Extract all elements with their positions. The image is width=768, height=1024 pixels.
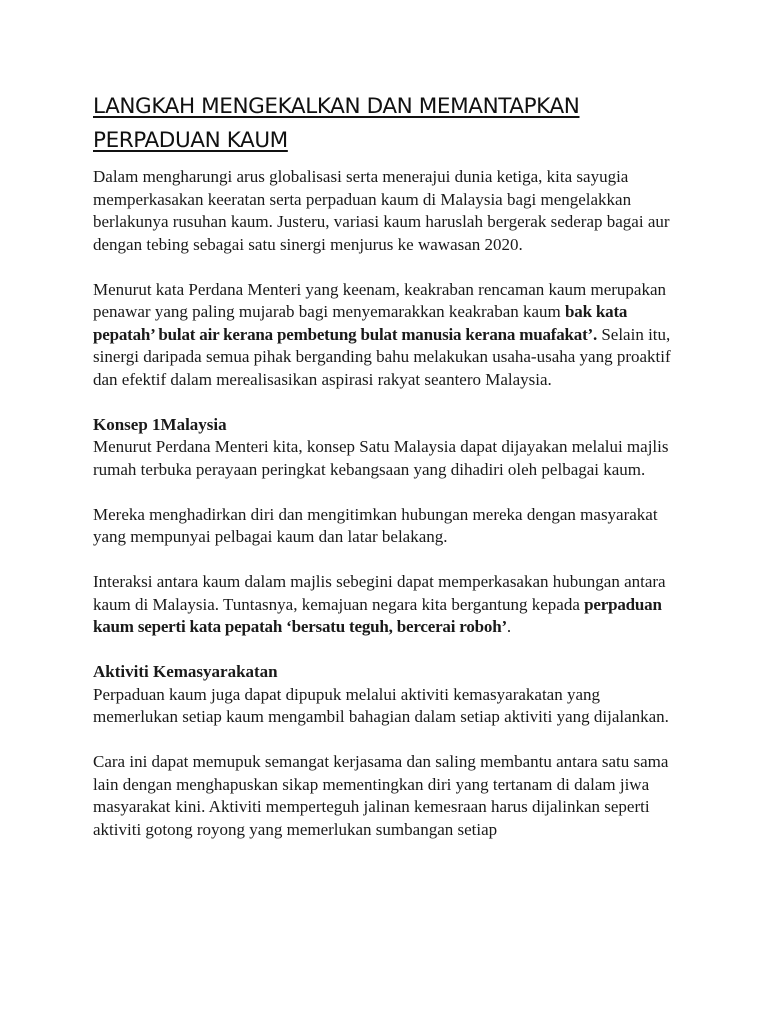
section1-paragraph-1: Menurut Perdana Menteri kita, konsep Satu Malaysia dapat dijayakan melalui majlis rumah terbuka perayaan peringkat kebangsaan yang dihadiri oleh pelbagai kaum. [93, 437, 669, 479]
section-heading-aktiviti: Aktiviti Kemasyarakatan [93, 662, 278, 681]
document-page [93, 90, 683, 864]
section-heading-konsep: Konsep 1Malaysia [93, 414, 227, 434]
intro-paragraph-2-text-end: Selain itu, sinergi daripada semua pihak berganding bahu melakukan usaha-usaha yang proaktif dan efektif dalam merealisasikan aspirasi rakyat seantero Malaysia. [93, 324, 671, 389]
intro-paragraph-2 [93, 279, 683, 392]
section1-paragraph-3-text-end: . [506, 617, 512, 636]
document-title [93, 90, 683, 158]
intro-paragraph-2-text-start: Menurut kata Perdana Menteri yang keenam, keakraban rencaman kaum merupakan penawar yang paling mujarab bagi menyemarakkan keakraban kaum [93, 279, 667, 321]
section-konsep-1malaysia [93, 414, 683, 639]
section-aktiviti-kemasyarakatan [93, 661, 683, 841]
intro-paragraph-1: Dalam mengharungi arus globalisasi serta menerajui dunia ketiga, kita sayugia memperkasakan keeratan serta perpaduan kaum di Malaysia bagi mengelakkan berlakunya rusuhan kaum. Justeru, variasi kaum haruslah bergerak sederap bagai aur dengan tebing sebagai satu sinergi menjurus ke wawasan 2020. [93, 167, 670, 254]
title-line-2: PERPADUAN KAUM [93, 128, 288, 153]
section1-paragraph-3-proverb: perpaduan kaum seperti kata pepatah ‘bersatu teguh, bercerai roboh’ [93, 594, 662, 636]
section2-paragraph-2: Cara ini dapat memupuk semangat kerjasama dan saling membantu antara satu sama lain dengan menghapuskan sikap mementingkan diri yang tertanam di dalam jiwa masyarakat kini. Aktiviti memperteguh jalinan kemesraan harus dijalinkan seperti aktiviti gotong royong yang memerlukan sumbangan setiap [93, 752, 669, 839]
section1-paragraph-3-text-start: Interaksi antara kaum dalam majlis sebegini dapat memperkasakan hubungan antara kaum di Malaysia. Tuntasnya, kemajuan negara kita bergantung kepada [93, 572, 666, 614]
section1-paragraph-3 [93, 571, 683, 639]
section1-paragraph-2: Mereka menghadirkan diri dan mengitimkan hubungan mereka dengan masyarakat yang mempunyai pelbagai kaum dan latar belakang. [93, 504, 658, 546]
section2-paragraph-1: Perpaduan kaum juga dapat dipupuk melalui aktiviti kemasyarakatan yang memerlukan setiap kaum mengambil bahagian dalam setiap aktiviti yang dijalankan. [93, 684, 669, 726]
intro-paragraph-2-proverb: bak kata pepatah’ bulat air kerana pembetung bulat manusia kerana muafakat’. [93, 302, 628, 344]
title-line-1: LANGKAH MENGEKALKAN DAN MEMANTAPKAN [93, 94, 580, 119]
